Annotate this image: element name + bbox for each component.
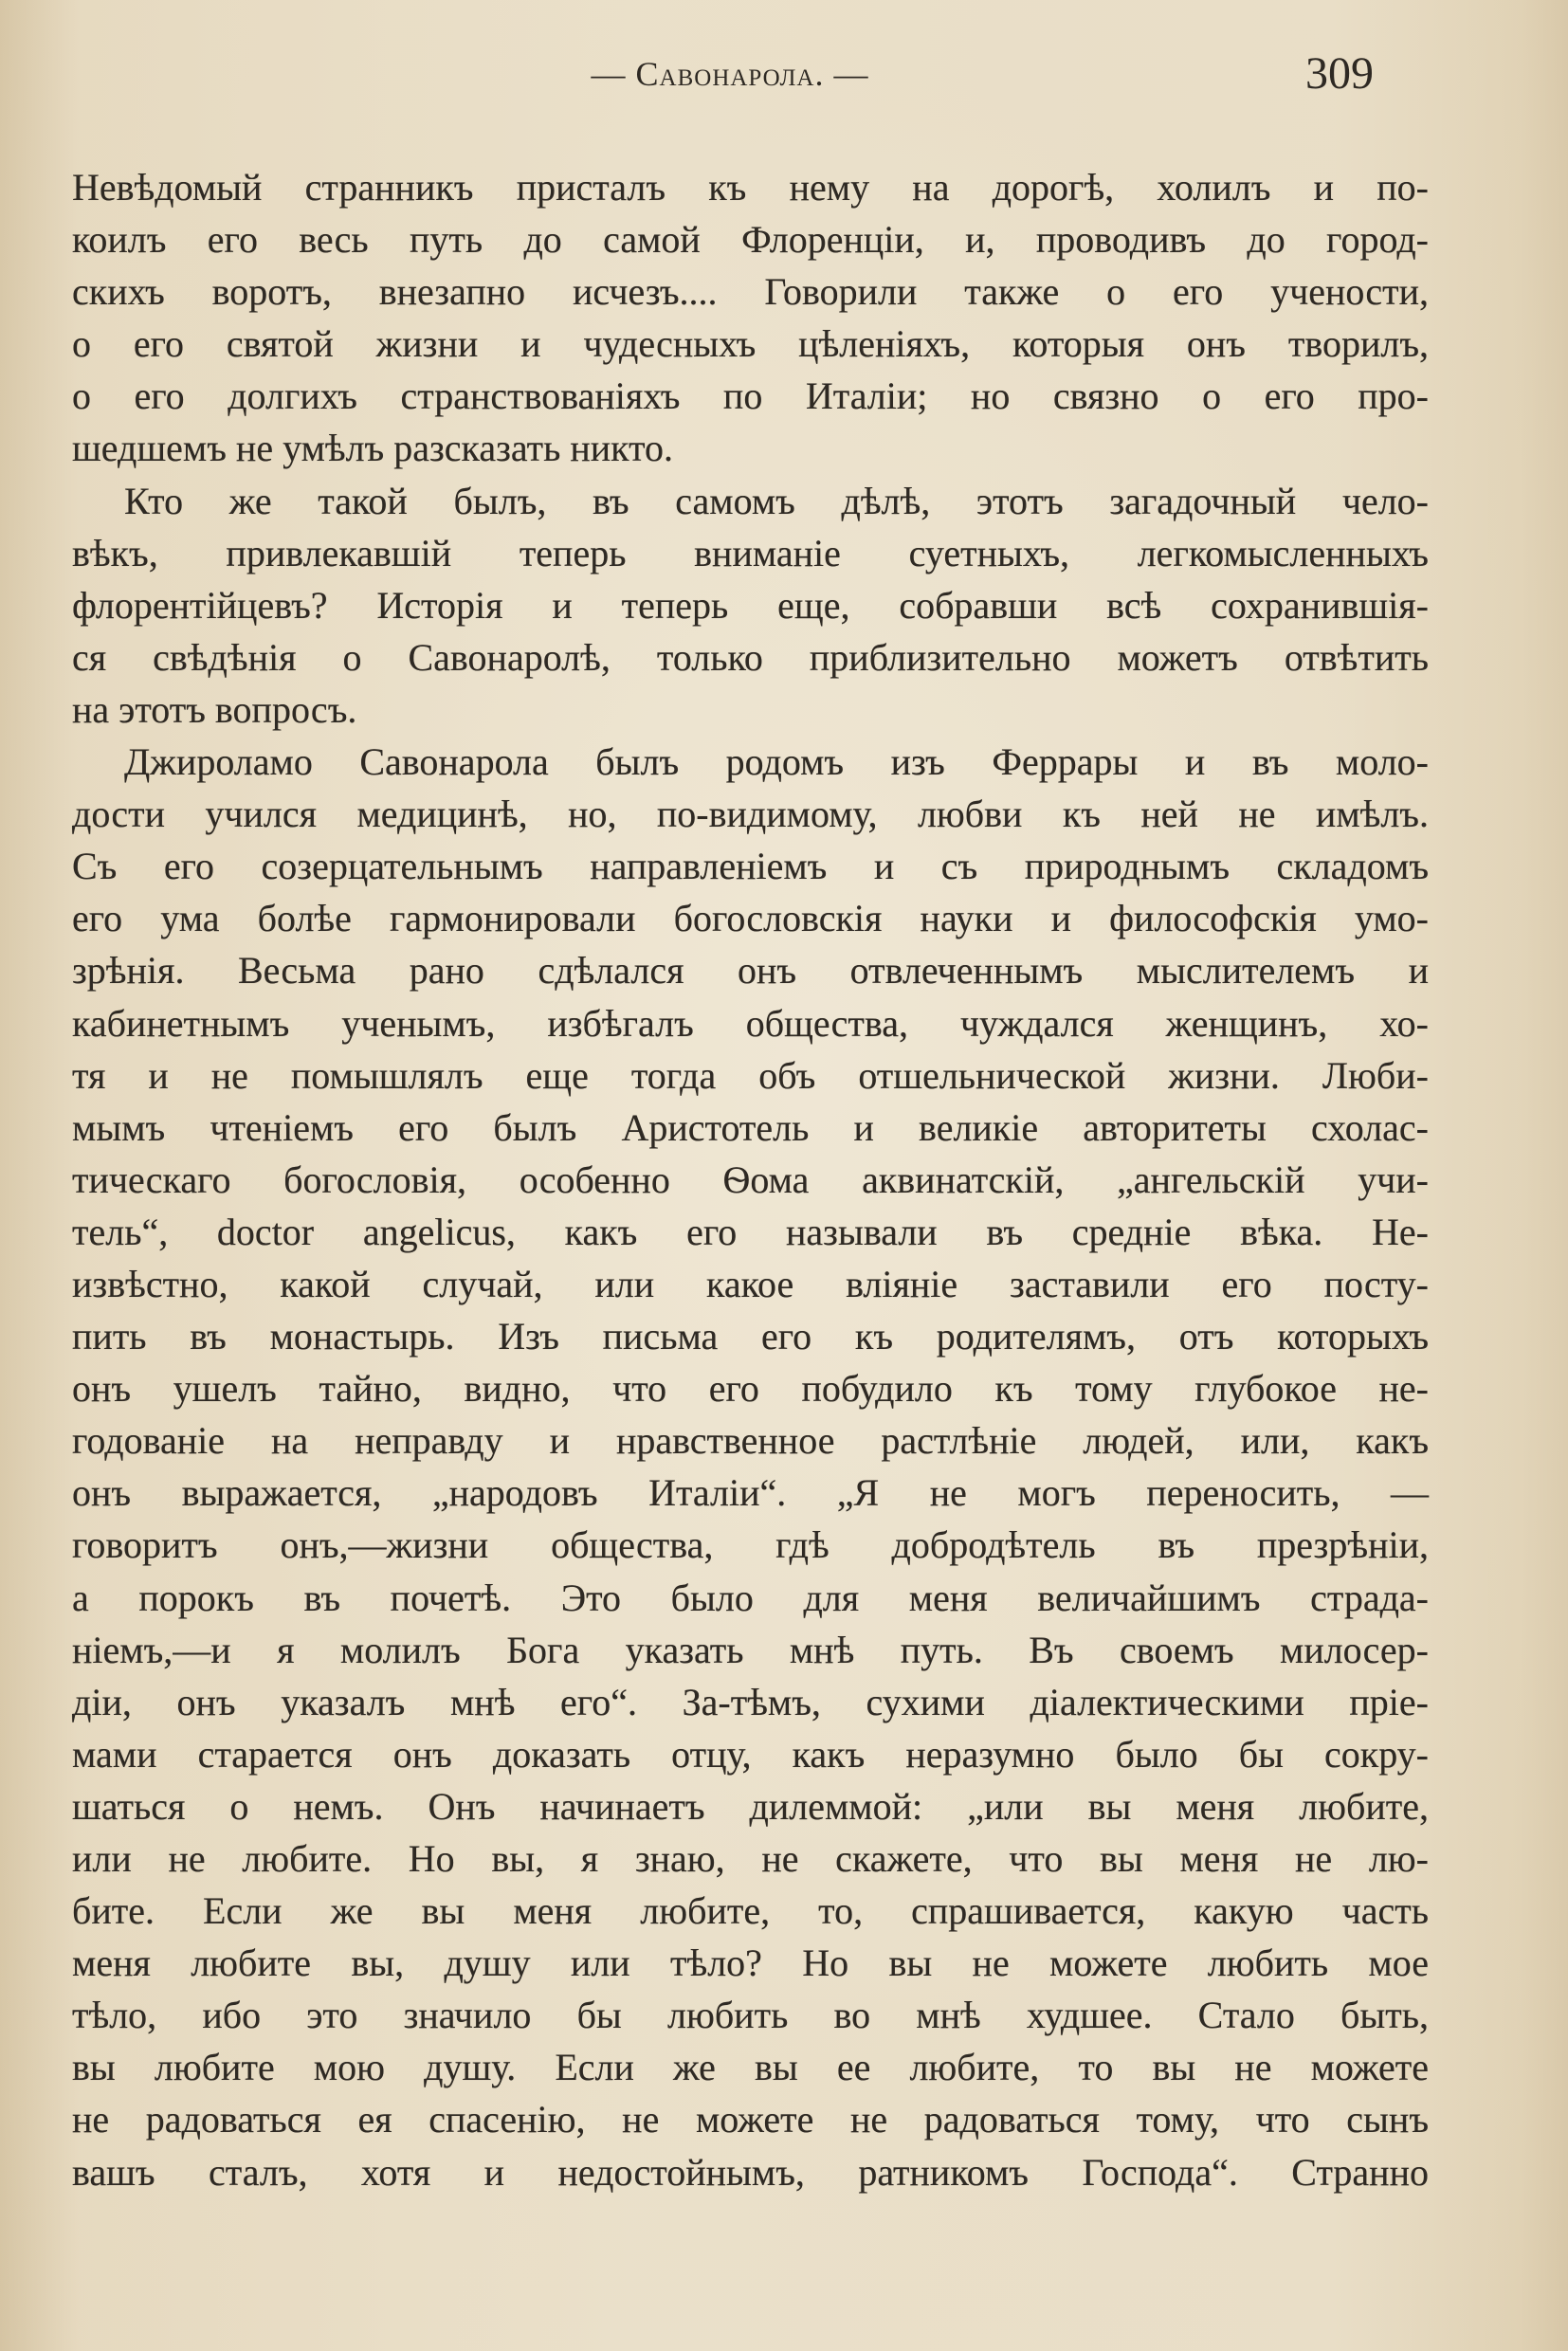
text-line: зрѣнія. Весьма рано сдѣлался онъ отвлеченнымъ мыслителемъ и	[72, 949, 1429, 993]
text-line: извѣстно, какой случай, или какое вліяніе заставили его посту-	[72, 1262, 1429, 1305]
text-line: флорентійцевъ? Исторія и теперь еще, собравши всѣ сохранившія-	[72, 583, 1429, 627]
paragraph	[72, 475, 1429, 736]
text-line: не радоваться ея спасенію, не можете не радоваться тому, что сынъ	[72, 2098, 1429, 2141]
text-line: шаться о немъ. Онъ начинаетъ дилеммой: „или вы меня любите,	[72, 1784, 1429, 1828]
text-line: мымъ чтеніемъ его былъ Аристотель и великіе авторитеты схолас-	[72, 1105, 1429, 1149]
text-line: діи, онъ указалъ мнѣ его“. За-тѣмъ, сухими діалектическими пріе-	[72, 1680, 1429, 1723]
text-line: тя и не помышлялъ еще тогда объ отшельнической жизни. Люби-	[72, 1053, 1429, 1097]
text-line: дости учился медицинѣ, но, по-видимому, любви къ ней не имѣлъ.	[72, 793, 1429, 836]
text-line: ніемъ,—и я молилъ Бога указать мнѣ путь. Въ своемъ милосер-	[72, 1628, 1429, 1671]
text-line: годованіе на неправду и нравственное растлѣніе людей, или, какъ	[72, 1419, 1429, 1463]
text-line: вы любите мою душу. Если же вы ее любите, то вы не можете	[72, 2046, 1429, 2089]
text-line: о его долгихъ странствованіяхъ по Италіи; но связно о его про-	[72, 374, 1429, 418]
page-number: 309	[1305, 48, 1374, 99]
text-line: на этотъ вопросъ.	[72, 687, 357, 731]
text-line: онъ выражается, „народовъ Италіи“. „Я не могъ переносить, —	[72, 1471, 1429, 1515]
text-line: Невѣдомый странникъ присталъ къ нему на дорогѣ, холилъ и по-	[72, 166, 1429, 209]
text-line: Съ его созерцательнымъ направленіемъ и съ природнымъ складомъ	[72, 845, 1429, 888]
text-line: меня любите вы, душу или тѣло? Но вы не можете любить мое	[72, 1941, 1429, 1985]
text-line: тѣло, ибо это значило бы любить во мнѣ худшее. Стало быть,	[72, 1994, 1429, 2037]
text-line: Кто же такой былъ, въ самомъ дѣлѣ, этотъ загадочный чело-	[124, 479, 1429, 522]
text-line: вашъ сталъ, хотя и недостойнымъ, ратникомъ Господа“. Странно	[72, 2150, 1429, 2194]
text-line: пить въ монастырь. Изъ письма его къ родителямъ, отъ которыхъ	[72, 1315, 1429, 1358]
text-line: вѣкъ, привлекавшій теперь вниманіе суетныхъ, легкомысленныхъ	[72, 531, 1429, 574]
paragraph	[72, 736, 1429, 2198]
text-line: скихъ воротъ, внезапно исчезъ.... Говорили также о его учености,	[72, 270, 1429, 314]
text-line: тель“, doctor angelicus, какъ его называли въ средніе вѣка. Не-	[72, 1210, 1429, 1253]
text-line: а порокъ въ почетѣ. Это было для меня величайшимъ страда-	[72, 1576, 1429, 1619]
text-line: или не любите. Но вы, я знаю, не скажете, что вы меня не лю-	[72, 1837, 1429, 1880]
text-line: о его святой жизни и чудесныхъ цѣленіяхъ, которыя онъ творилъ,	[72, 322, 1429, 366]
text-line: тическаго богословія, особенно Ѳома аквинатскій, „ангельскій учи-	[72, 1157, 1429, 1201]
text-line: его ума болѣе гармонировали богословскія науки и философскія умо-	[72, 897, 1429, 940]
text-line: бите. Если же вы меня любите, то, спрашивается, какую часть	[72, 1889, 1429, 1933]
text-line: мами старается онъ доказать отцу, какъ неразумно было бы сокру-	[72, 1732, 1429, 1776]
text-line: говоритъ онъ,—жизни общества, гдѣ добродѣтель въ презрѣніи,	[72, 1523, 1429, 1567]
text-line: онъ ушелъ тайно, видно, что его побудило къ тому глубокое не-	[72, 1367, 1429, 1411]
text-line: коилъ его весь путь до самой Флоренціи, и, проводивъ до город-	[72, 218, 1429, 262]
text-line: Джироламо Савонарола былъ родомъ изъ Феррары и въ моло-	[124, 740, 1429, 784]
text-line: ся свѣдѣнія о Савонаролѣ, только приблизительно можетъ отвѣтить	[72, 635, 1429, 679]
text-line: шедшемъ не умѣлъ разсказать никто.	[72, 427, 674, 470]
body-text	[72, 161, 1429, 2198]
running-title: — Савонарола. —	[591, 55, 869, 93]
text-line: кабинетнымъ ученымъ, избѣгалъ общества, чуждался женщинъ, хо-	[72, 1001, 1429, 1045]
paragraph	[72, 161, 1429, 475]
